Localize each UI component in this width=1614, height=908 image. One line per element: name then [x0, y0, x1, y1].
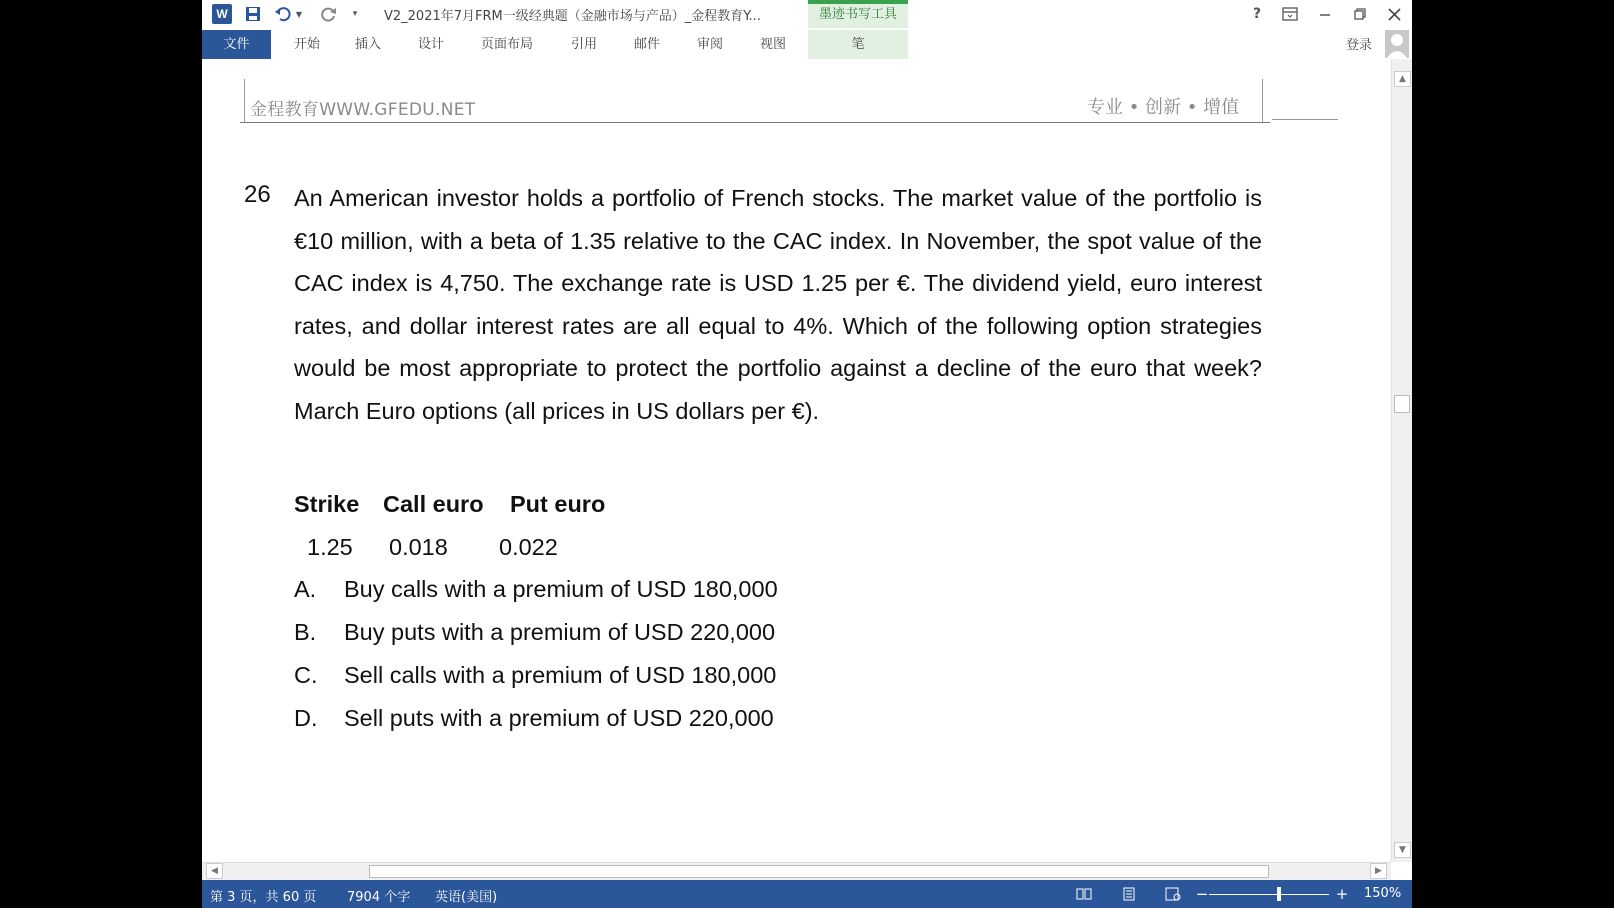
- question-number: 26: [244, 181, 271, 208]
- word-window: [202, 0, 1412, 908]
- close-icon[interactable]: [1382, 3, 1406, 25]
- save-icon[interactable]: [242, 3, 264, 25]
- option-text: Sell puts with a premium of USD 220,000: [344, 705, 774, 731]
- zoom-level[interactable]: 150%: [1364, 886, 1402, 901]
- zoom-in-icon[interactable]: +: [1335, 885, 1349, 903]
- option-letter: B.: [294, 619, 317, 645]
- header-corner-mark: [244, 79, 245, 123]
- status-bar: [202, 880, 1412, 908]
- question-text: An American investor holds a portfolio of French stocks. The market value of the portfolio is €10 million, with a beta of 1.35 relative to the CAC index. In November, the spot value of the CAC index is 4,750. The exchange rate is USD 1.25 per €. The dividend yield, euro interest rates, and dollar interest rates are all equal to 4%. Which of the following option strategies would be most appropriate to protect the portfolio against a decline of the euro that week? March Euro options (all prices in US dollars per €).: [294, 185, 1262, 424]
- tab-page-layout[interactable]: 页面布局: [480, 37, 533, 52]
- scroll-up-icon[interactable]: ▲: [1394, 71, 1411, 87]
- horizontal-scrollbar[interactable]: [202, 862, 1391, 880]
- vertical-scrollbar[interactable]: [1391, 59, 1412, 862]
- zoom-out-icon[interactable]: −: [1195, 885, 1209, 903]
- tab-file[interactable]: 文件: [202, 30, 271, 59]
- zoom-slider-thumb[interactable]: [1277, 887, 1281, 901]
- ink-tools-header: 墨迹书写工具: [808, 0, 908, 28]
- table-header-strike: Strike: [294, 491, 360, 517]
- tab-design[interactable]: 设计: [417, 37, 444, 52]
- option-letter: A.: [294, 576, 317, 602]
- redo-icon[interactable]: [318, 3, 340, 25]
- header-divider: [1272, 119, 1338, 120]
- option-letter: D.: [294, 705, 318, 731]
- restore-icon[interactable]: [1348, 3, 1372, 25]
- table-header-put: Put euro: [510, 491, 606, 517]
- table-cell-strike: 1.25: [307, 534, 353, 560]
- page-header-right: 专业 • 创新 • 增值: [1087, 97, 1240, 118]
- tab-home[interactable]: 开始: [293, 37, 320, 52]
- table-cell-put: 0.022: [499, 534, 558, 560]
- zoom-slider[interactable]: [1209, 894, 1329, 895]
- option-text: Buy calls with a premium of USD 180,000: [344, 576, 778, 602]
- tab-mailings[interactable]: 邮件: [633, 37, 660, 52]
- document-title: V2_2021年7月FRM一级经典题（金融市场与产品）_金程教育Y...: [384, 9, 761, 24]
- document-page[interactable]: [202, 59, 1391, 862]
- tab-pen[interactable]: 笔: [808, 30, 908, 59]
- ribbon-tabs: [202, 30, 1412, 59]
- language-status[interactable]: 英语(美国): [435, 890, 498, 905]
- page-header-left: 金程教育WWW.GFEDU.NET: [250, 100, 476, 120]
- tab-references[interactable]: 引用: [570, 37, 597, 52]
- sign-in-link[interactable]: 登录: [1346, 38, 1373, 53]
- minimize-icon[interactable]: [1313, 3, 1337, 25]
- word-count-status[interactable]: 7904 个字: [347, 890, 411, 905]
- vertical-scroll-thumb[interactable]: [1394, 395, 1410, 413]
- web-layout-icon[interactable]: [1164, 886, 1182, 902]
- undo-dropdown-icon[interactable]: ▼: [295, 9, 303, 19]
- option-text: Sell calls with a premium of USD 180,000: [344, 662, 777, 688]
- tab-review[interactable]: 审阅: [696, 37, 723, 52]
- help-icon[interactable]: ?: [1252, 6, 1262, 22]
- horizontal-scroll-thumb[interactable]: [369, 865, 1269, 878]
- header-corner-mark: [1262, 79, 1263, 123]
- read-mode-icon[interactable]: [1075, 886, 1093, 902]
- word-logo-icon[interactable]: W: [212, 4, 232, 24]
- scroll-left-icon[interactable]: ◀: [206, 863, 223, 879]
- header-divider: [240, 122, 1270, 123]
- option-letter: C.: [294, 662, 318, 688]
- user-avatar-icon[interactable]: [1385, 30, 1409, 58]
- table-header-call: Call euro: [383, 491, 484, 517]
- table-cell-call: 0.018: [389, 534, 448, 560]
- option-text: Buy puts with a premium of USD 220,000: [344, 619, 776, 645]
- print-layout-icon[interactable]: [1120, 886, 1138, 902]
- tab-insert[interactable]: 插入: [354, 37, 381, 52]
- customize-quick-access-icon[interactable]: ▾: [352, 9, 358, 19]
- scroll-down-icon[interactable]: ▼: [1394, 842, 1411, 858]
- page-count-status[interactable]: 第 3 页，共 60 页: [210, 890, 317, 905]
- title-bar: [202, 0, 1412, 30]
- scroll-right-icon[interactable]: ▶: [1370, 863, 1387, 879]
- undo-icon[interactable]: [272, 3, 294, 25]
- tab-view[interactable]: 视图: [759, 37, 786, 52]
- ribbon-display-options-icon[interactable]: [1278, 3, 1302, 25]
